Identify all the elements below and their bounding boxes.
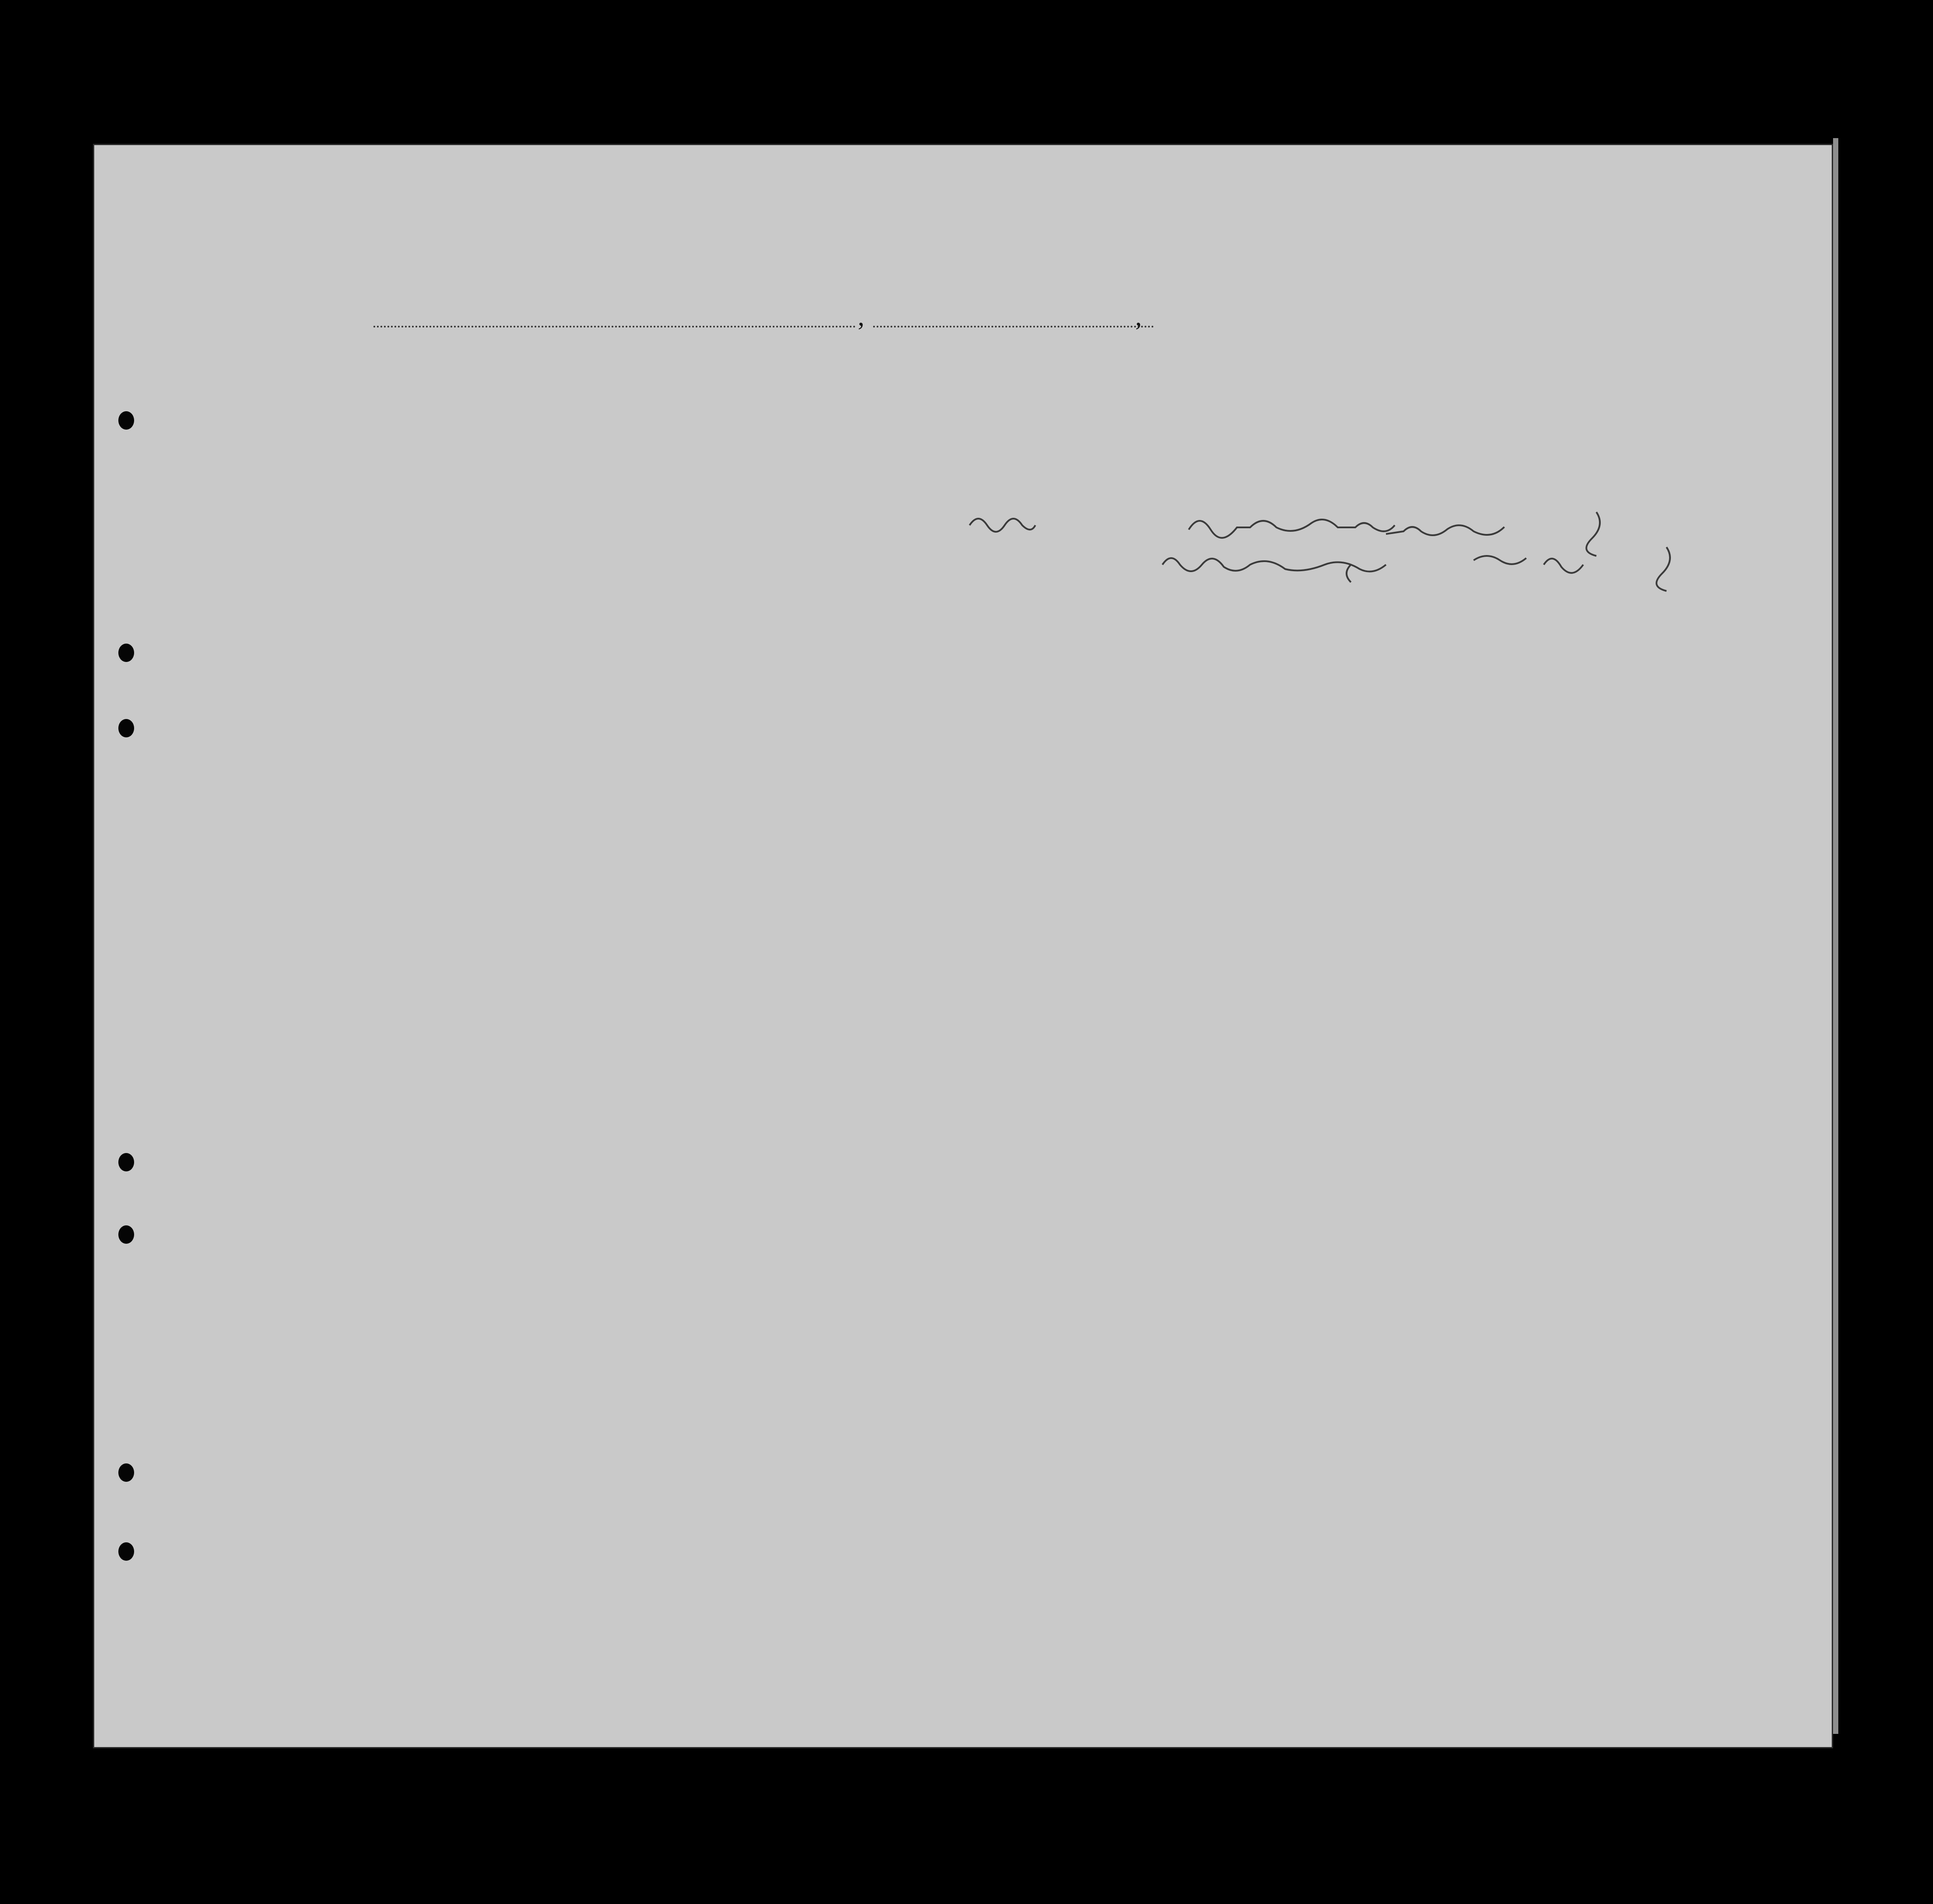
punch-hole [118, 1153, 134, 1171]
manifest-sheet [93, 144, 1833, 1748]
punch-hole [118, 719, 134, 737]
punch-hole [118, 411, 134, 430]
punch-hole [118, 1225, 134, 1244]
handwritten-annotations [93, 144, 1833, 626]
separator-comma: , [858, 302, 864, 331]
separator-comma: , [1135, 302, 1142, 331]
punch-hole [118, 1542, 134, 1561]
sheet-edge [1833, 138, 1838, 1734]
punch-hole [118, 644, 134, 662]
punch-hole [118, 1463, 134, 1482]
